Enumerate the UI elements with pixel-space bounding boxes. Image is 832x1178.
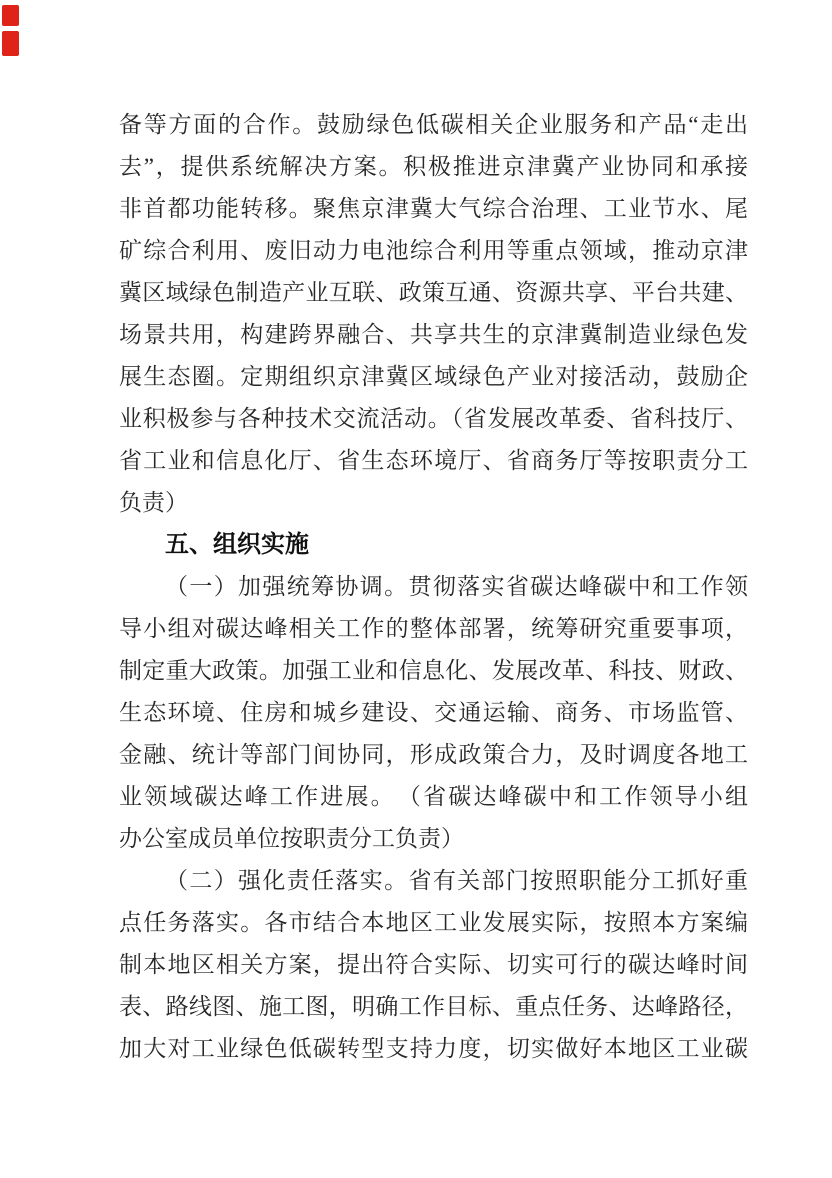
text-line: 制定重大政策。加强工业和信息化、发展改革、科技、财政、	[119, 658, 748, 683]
text-line: 备等方面的合作。鼓励绿色低碳相关企业服务和产品“走出	[119, 112, 748, 137]
text-line: 点任务落实。各市结合本地区工业发展实际，按照本方案编	[119, 910, 748, 935]
text-line: 场景共用，构建跨界融合、共享共生的京津冀制造业绿色发	[119, 322, 748, 347]
text-line: 加大对工业绿色低碳转型支持力度，切实做好本地区工业碳	[119, 1036, 748, 1061]
text-line: 矿综合利用、废旧动力电池综合利用等重点领域，推动京津	[119, 238, 748, 263]
text-line: 非首都功能转移。聚焦京津冀大气综合治理、工业节水、尾	[119, 196, 748, 221]
text-line: 展生态圈。定期组织京津冀区域绿色产业对接活动，鼓励企	[119, 364, 748, 389]
text-line: 业领域碳达峰工作进展。 （省碳达峰碳中和工作领导小组	[119, 784, 748, 809]
red-corner-mark	[2, 31, 19, 56]
text-line: 省工业和信息化厅、省生态环境厅、省商务厅等按职责分工	[119, 448, 748, 473]
text-line: （一）加强统筹协调。贯彻落实省碳达峰碳中和工作领	[165, 574, 748, 599]
text-line: 导小组对碳达峰相关工作的整体部署，统筹研究重要事项，	[119, 616, 748, 641]
text-line: 表、路线图、施工图，明确工作目标、重点任务、达峰路径，	[119, 994, 748, 1019]
text-line: 业积极参与各种技术交流活动。（省发展改革委、省科技厅、	[119, 406, 748, 431]
section-heading: 五、组织实施	[165, 531, 309, 558]
text-line: 生态环境、住房和城乡建设、交通运输、商务、市场监管、	[119, 700, 748, 725]
text-line: 负责）	[119, 490, 188, 515]
text-line: 金融、统计等部门间协同，形成政策合力，及时调度各地工	[119, 742, 748, 767]
text-line: （二）强化责任落实。省有关部门按照职能分工抓好重	[165, 868, 748, 893]
text-line: 去”，提供系统解决方案。积极推进京津冀产业协同和承接	[119, 154, 748, 179]
text-line: 制本地区相关方案，提出符合实际、切实可行的碳达峰时间	[119, 952, 748, 977]
document-text-block	[119, 104, 748, 1070]
text-line: 冀区域绿色制造产业互联、政策互通、资源共享、平台共建、	[119, 280, 748, 305]
red-corner-mark	[2, 5, 19, 26]
text-line: 办公室成员单位按职责分工负责）	[119, 826, 464, 851]
